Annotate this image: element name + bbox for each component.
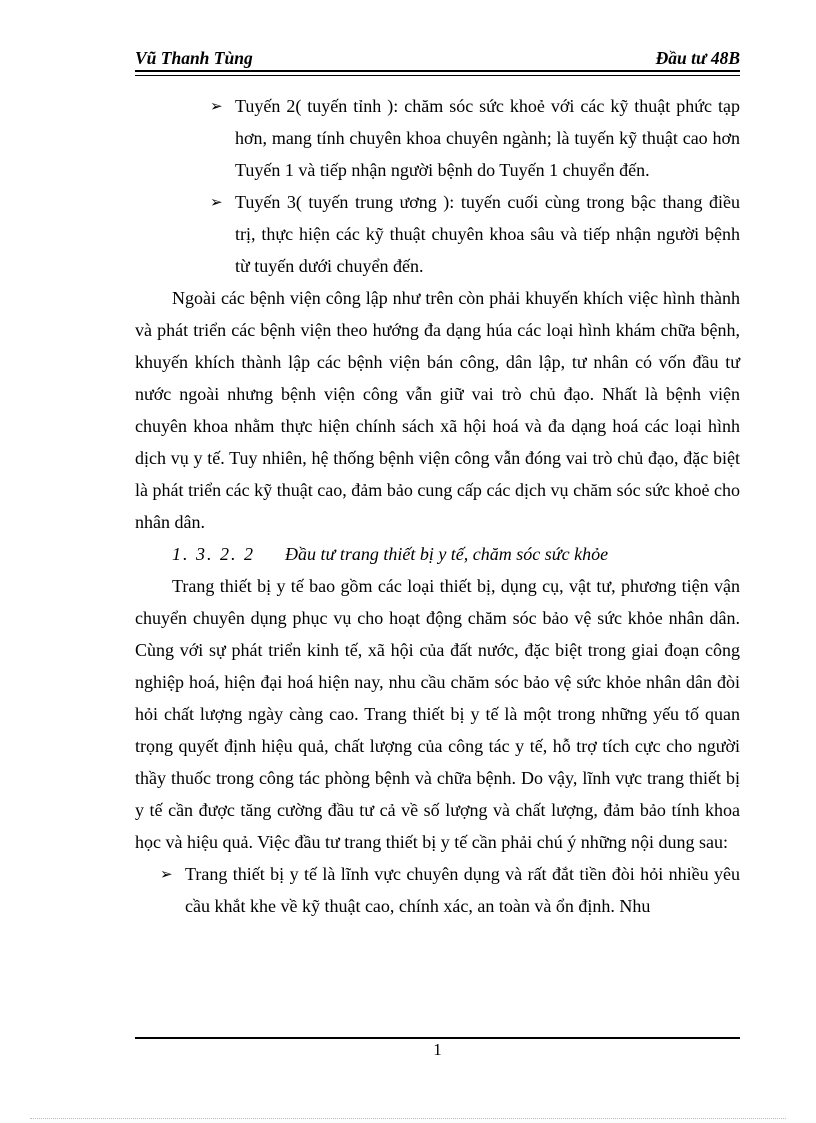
bullet-item — [135, 858, 740, 922]
bullet-text: Tuyến 2( tuyến tỉnh ): chăm sóc sức khoẻ với các kỹ thuật phức tạp hơn, mang tính chuyên khoa chuyên ngành; là tuyến kỹ thuật cao hơn Tuyến 1 và tiếp nhận người bệnh do Tuyến 1 chuyển đến. — [235, 96, 740, 180]
subheading-title: Đầu tư trang thiết bị y tế, chăm sóc sức khỏe — [285, 544, 609, 564]
page-header — [135, 46, 740, 72]
header-rule-thin — [135, 75, 740, 76]
page-number: 1 — [433, 1040, 442, 1059]
arrow-bullet-icon: ➢ — [160, 865, 173, 883]
subheading — [135, 538, 740, 570]
bullet-text: Trang thiết bị y tế là lĩnh vực chuyên dụng và rất đắt tiền đòi hỏi nhiều yêu cầu khắt khe về kỹ thuật cao, chính xác, an toàn và ổn định. Nhu — [185, 864, 740, 916]
bullet-text: Tuyến 3( tuyến trung ương ): tuyến cuối cùng trong bậc thang điều trị, thực hiện các kỹ thuật chuyên khoa sâu và tiếp nhận người bệnh từ tuyến dưới chuyển đến. — [235, 192, 740, 276]
arrow-bullet-icon: ➢ — [210, 97, 223, 115]
header-class: Đầu tư 48B — [655, 48, 740, 68]
paragraph: Ngoài các bệnh viện công lập như trên còn phải khuyến khích việc hình thành và phát triển các bệnh viện theo hướng đa dạng húa các loại hình khám chữa bệnh, khuyến khích thành lập các bệnh viện bán công, dân lập, tư nhân có vốn đầu tư nước ngoài nhưng bệnh viện công vẫn giữ vai trò chủ đạo. Nhất là bệnh viện chuyên khoa nhằm thực hiện chính sách xã hội hoá và đa dạng hoá các loại hình dịch vụ y tế. Tuy nhiên, hệ thống bệnh viện công vẫn đóng vai trò chủ đạo, đặc biệt là phát triển các kỹ thuật cao, đảm bảo cung cấp các dịch vụ chăm sóc sức khoẻ cho nhân dân. — [135, 288, 740, 532]
subheading-number: 1. 3. 2. 2 — [172, 544, 255, 564]
arrow-bullet-icon: ➢ — [210, 193, 223, 211]
footer-rule — [135, 1037, 740, 1039]
page-boundary — [30, 1118, 786, 1119]
document-body — [135, 90, 740, 922]
bullet-item — [135, 90, 740, 186]
bullet-item — [135, 186, 740, 282]
header-rule — [135, 70, 740, 72]
header-author: Vũ Thanh Tùng — [135, 48, 253, 68]
paragraph: Trang thiết bị y tế bao gồm các loại thiết bị, dụng cụ, vật tư, phương tiện vận chuyển chuyên dụng phục vụ cho hoạt động chăm sóc bảo vệ sức khỏe nhân dân. Cùng với sự phát triển kinh tế, xã hội của đất nước, đặc biệt trong giai đoạn công nghiệp hoá, hiện đại hoá hiện nay, nhu cầu chăm sóc bảo vệ sức khỏe nhân dân đòi hỏi chất lượng ngày càng cao. Trang thiết bị y tế là một trong những yếu tố quan trọng quyết định hiệu quả, chất lượng của công tác y tế, hỗ trợ tích cực cho người thầy thuốc trong công tác phòng bệnh và chữa bệnh. Do vậy, lĩnh vực trang thiết bị y tế cần được tăng cường đầu tư cả về số lượng và chất lượng, đảm bảo tính khoa học và hiệu quả. Việc đầu tư trang thiết bị y tế cần phải chú ý những nội dung sau: — [135, 576, 740, 852]
